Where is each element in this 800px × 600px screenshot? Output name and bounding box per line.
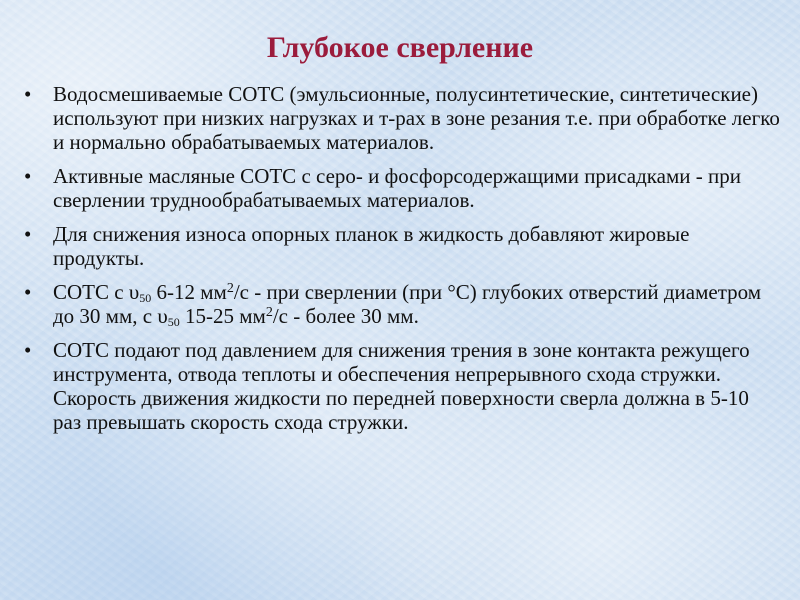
slide-title: Глубокое сверление (266, 31, 534, 64)
bullet-icon: • (24, 82, 32, 106)
bullet-icon: • (24, 222, 32, 246)
list-item (22, 280, 782, 328)
text-segment: /с - при сверлении (при °С) глубоких отверстий диаметром до 30 мм, с υ (53, 280, 762, 328)
text-segment: /с - более 30 мм. (272, 304, 419, 328)
item-text: Активные масляные СОТС с серо- и фосфорсодержащими присадками - при сверлении труднообрабатываемых материалов. (53, 164, 741, 212)
text-segment: 6-12 мм (151, 280, 227, 304)
list-item (22, 82, 782, 154)
text-segment: 15-25 мм (179, 304, 266, 328)
item-text (53, 280, 761, 328)
item-text: СОТС подают под давлением для снижения трения в зоне контакта режущего инструмента, отвода теплоты и обеспечения непрерывного схода стружки. Скорость движения жидкости по передней поверхности сверла должна в 5-10 раз превышать скорость схода стружки. (53, 338, 750, 434)
item-text: Для снижения износа опорных планок в жидкость добавляют жировые продукты. (53, 222, 690, 270)
text-segment: СОТС с υ (53, 280, 140, 304)
bullet-icon: • (24, 280, 32, 304)
subscript: 50 (139, 291, 152, 305)
bullet-list (22, 82, 782, 444)
subscript: 50 (167, 315, 180, 329)
list-item (22, 164, 782, 212)
bullet-icon: • (24, 338, 32, 362)
superscript: 2 (226, 281, 234, 296)
superscript: 2 (265, 305, 273, 320)
list-item (22, 338, 782, 434)
item-text: Водосмешиваемые СОТС (эмульсионные, полусинтетические, синтетические) используют при низких нагрузках и т-рах в зоне резания т.е. при обработке легко и нормально обрабатываемых материалов. (53, 82, 780, 154)
list-item (22, 222, 782, 270)
bullet-icon: • (24, 164, 32, 188)
